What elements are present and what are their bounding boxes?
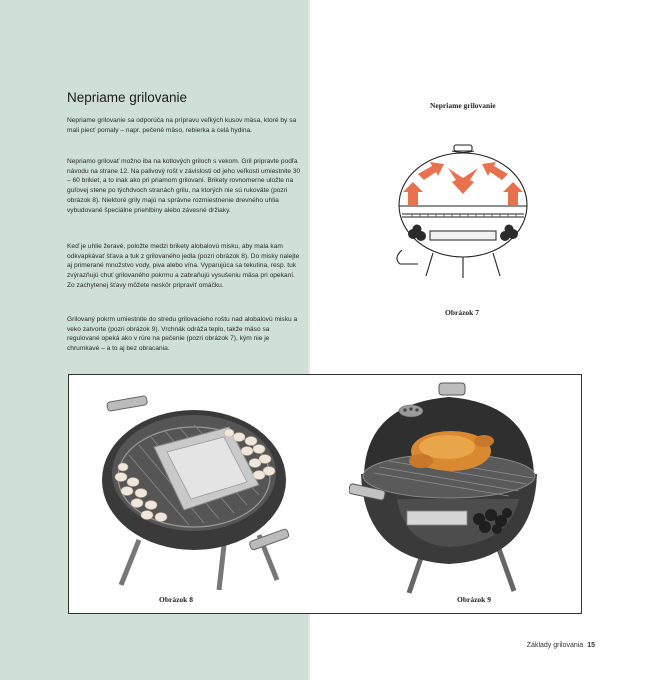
section-title: Nepriame grilovanie [67,90,188,105]
figure7-diagram [388,140,538,280]
lid-handle [439,383,465,395]
drip-pan [430,231,496,240]
figures-frame [68,374,582,614]
charcoal-right [500,225,518,242]
foil-drip-pan [407,511,467,525]
lid-vent [399,405,423,417]
paragraph-drip-pan: Keď je uhlie žeravé, položte medzi brikety alobalovú misku, aby mala kam odkvapkávať šťava a tuk z grilovaného jedla (pozri obrázok 8). Do misky nalejte aj primerané množstvo vody, piva alebo vína. Vyparujúca sa tekutina, resp. tuk zvýrazňujú chuť grilovaného pokrmu a zabraňujú vysušeniu mäsa pri opekaní. Zo zachytenej šťavy môžete neskôr pripraviť omáčku. [67,243,300,289]
figure8-illustration [99,385,299,595]
paragraph-setup: Nepriamo grilovať možno iba na kotlových griloch s vekom. Gril pripravte podľa návodu na strane 12. Na palivový rošt v závislosti od jeho veľkosti umiestnite 30 – 60 brikiet, a to inak ako pri priamom grilovaní. Brikety rovnomerne uložte na guľovej stene po týchdvoch stranách grilu, na ktorých nie sú rukoväte (pozri obrázok 8). Niektoré grily majú na správne rozmiestnenie drevného uhlia vybudované špeciálne priehlbiny alebo závesné držiaky. [67,158,301,214]
paragraph-placement: Grilovaný pokrm umiestnite do stredu grilovacieho roštu nad alobalovú misku a veko zatvorte (pozri obrázok 9). Vrchnák odráža teplo, takže mäso sa regulované opeká ako v rúre na pečenie (pozri obrázok 7), kým nie je chrumkavé – a to aj bez obracania. [67,316,298,353]
page-number: 15 [587,642,595,649]
kettle-outline [397,145,527,278]
kettle-leg [219,545,224,590]
figure9-illustration [349,379,549,595]
footer-chapter: Základy grilovania [526,642,584,649]
paragraph-intro: Nepriame grilovanie sa odporúča na prípravu veľkých kusov mäsa, ktoré by sa mali piecť pomaly – napr. pečené mäso, rebierka a celá hydina. [67,117,297,134]
kettle-leg [499,549,514,591]
figure8-caption: Obrázok 8 [159,595,193,604]
figure7-caption: Obrázok 7 [445,308,479,317]
figure7-heading: Nepriame grilovanie [430,101,496,110]
kettle-leg [121,540,139,585]
figure9-caption: Obrázok 9 [457,595,491,604]
heat-arrows [403,162,523,206]
kettle-handle [107,396,148,412]
charcoal-left [408,225,426,242]
page-footer [527,642,595,649]
